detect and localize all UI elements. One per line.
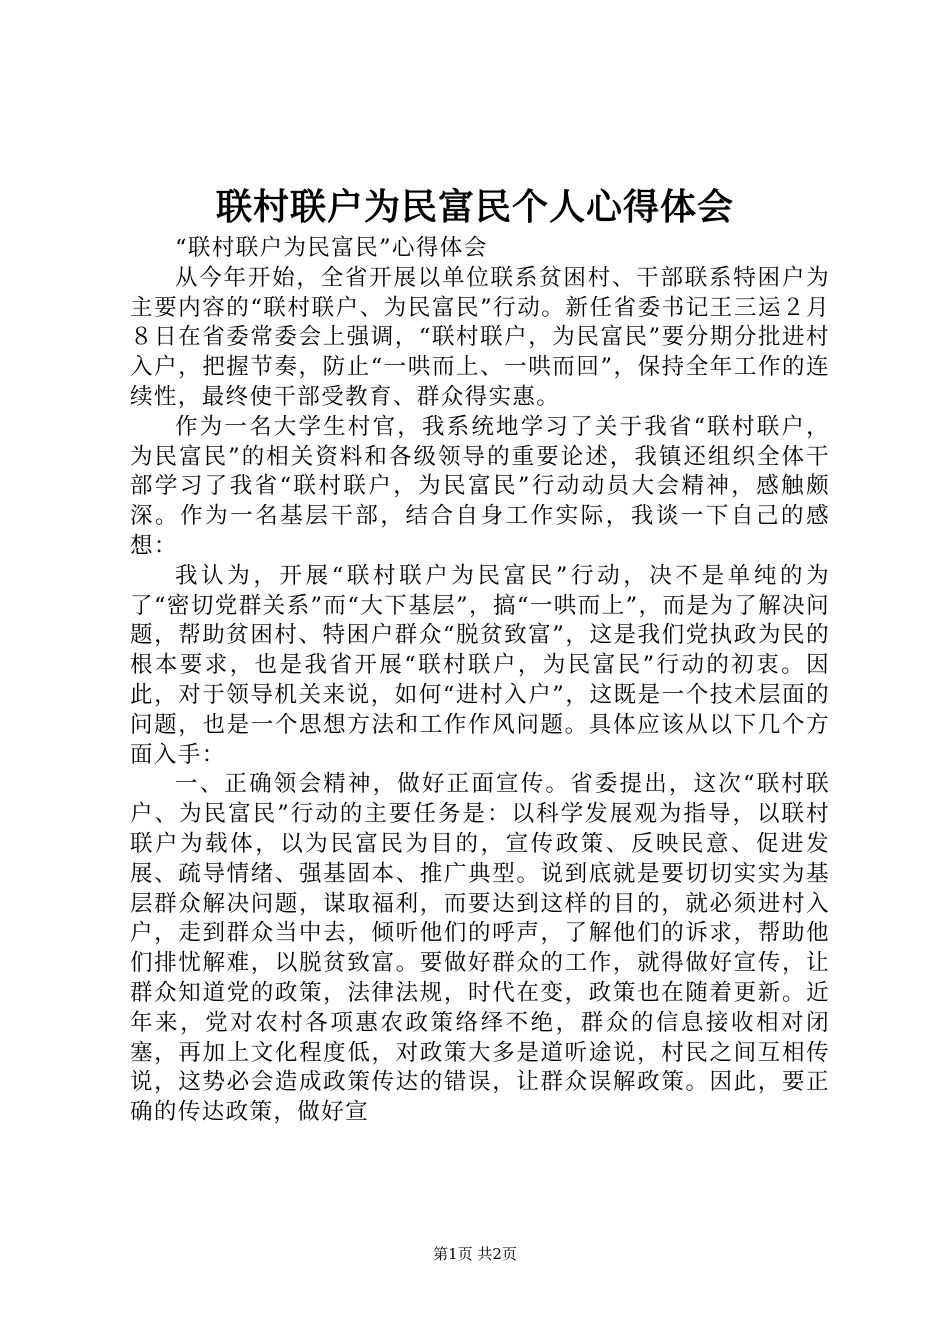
body-paragraph: 一、正确领会精神，做好正面宣传。省委提出，这次“联村联户、为民富民”行动的主要任务是：以科学发展观为指导，以联村联户为载体，以为民富民为目的，宣传政策、反映民意、促进发展、疏导情绪、强基固本、推广典型。说到底就是要切切实实为基层群众解决问题，谋取福利，而要达到这样的目的，就必须进村入户，走到群众当中去，倾听他们的呼声，了解他们的诉求，帮助他们排忧解难，以脱贫致富。要做好群众的工作，就得做好宣传，让群众知道党的政策，法律法规，时代在变，政策也在随着更新。近年来，党对农村各项惠农政策络绎不绝，群众的信息接收相对闭塞，再加上文化程度低，对政策大多是道听途说，村民之间互相传说，这势必会造成政策传达的错误，让群众误解政策。因此，要正确的传达政策，做好宣	[130, 771, 830, 1126]
document-title: 联村联户为民富民个人心得体会	[215, 186, 734, 228]
subtitle-paragraph: “联村联户为民富民”心得体会	[175, 235, 488, 261]
document-body	[130, 234, 830, 1128]
body-paragraph: 作为一名大学生村官，我系统地学习了关于我省“联村联户，为民富民”的相关资料和各级领导的重要论述，我镇还组织全体干部学习了我省“联村联户，为民富民”行动动员大会精神，感触颇深。作为一名基层干部，结合自身工作实际，我谈一下自己的感想：	[130, 413, 830, 559]
page-number-footer: 第1页 共2页	[433, 1245, 517, 1263]
body-paragraph: 我认为，开展“联村联户为民富民”行动，决不是单纯的为了“密切党群关系”而“大下基层”，搞“一哄而上”，而是为了解决问题，帮助贫困村、特困户群众“脱贫致富”，这是我们党执政为民的根本要求，也是我省开展“联村联户，为民富民”行动的初衷。因此，对于领导机关来说，如何“进村入户”，这既是一个技术层面的问题，也是一个思想方法和工作作风问题。具体应该从以下几个方面入手：	[130, 562, 830, 768]
body-paragraph: 从今年开始，全省开展以单位联系贫困村、干部联系特困户为主要内容的“联村联户、为民富民”行动。新任省委书记王三运２月８日在省委常委会上强调，“联村联户，为民富民”要分期分批进村入户，把握节奏，防止“一哄而上、一哄而回”，保持全年工作的连续性，最终使干部受教育、群众得实惠。	[130, 264, 830, 410]
